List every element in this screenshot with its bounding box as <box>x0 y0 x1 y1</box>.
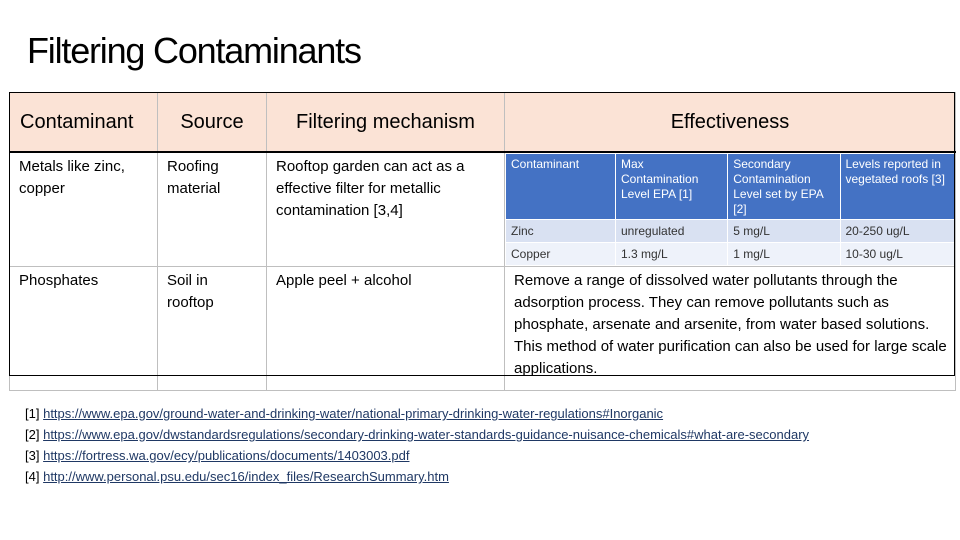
reference-item <box>25 424 925 445</box>
table-row <box>10 152 956 267</box>
reference-link-3[interactable]: https://fortress.wa.gov/ecy/publications/documents/1403003.pdf <box>43 448 410 463</box>
header-contaminant: Contaminant <box>10 93 158 153</box>
epa-table-header-row <box>506 154 955 220</box>
epa-cell: unregulated <box>616 220 728 243</box>
epa-header-vegetated-roofs: Levels reported in vegetated roofs [3] <box>840 154 955 220</box>
reference-item <box>25 466 925 487</box>
cell-effectiveness <box>505 152 956 267</box>
reference-link-2[interactable]: https://www.epa.gov/dwstandardsregulations/secondary-drinking-water-standards-guidance-nuisance-chemicals#what-are-secondary <box>43 427 810 442</box>
reference-item <box>25 403 925 424</box>
epa-header-contaminant: Contaminant <box>506 154 616 220</box>
table-row <box>10 267 956 391</box>
contaminants-table <box>9 92 956 391</box>
epa-levels-table <box>505 153 955 266</box>
epa-cell: 10-30 ug/L <box>840 243 955 266</box>
reference-number: [2] <box>25 427 40 442</box>
epa-cell: 1 mg/L <box>728 243 840 266</box>
epa-header-max-level: Max Contamination Level EPA [1] <box>616 154 728 220</box>
reference-number: [1] <box>25 406 40 421</box>
epa-cell: Copper <box>506 243 616 266</box>
header-filtering-mechanism: Filtering mechanism <box>267 93 505 153</box>
cell-mechanism: Apple peel + alcohol <box>267 267 505 391</box>
reference-item <box>25 445 925 466</box>
header-source: Source <box>158 93 267 153</box>
reference-number: [3] <box>25 448 40 463</box>
table-header-row <box>10 93 956 153</box>
epa-cell: 1.3 mg/L <box>616 243 728 266</box>
cell-source: Soil in rooftop <box>158 267 267 391</box>
reference-link-1[interactable]: https://www.epa.gov/ground-water-and-drinking-water/national-primary-drinking-water-regulations#Inorganic <box>43 406 664 421</box>
table-row <box>506 220 955 243</box>
references-list <box>25 403 925 487</box>
cell-effectiveness: Remove a range of dissolved water pollutants through the adsorption process. They can remove pollutants such as phosphate, arsenate and arsenite, from water based solutions. This method of water purification can also be used for large scale applications. <box>505 267 956 391</box>
cell-source: Roofing material <box>158 152 267 267</box>
epa-cell: 5 mg/L <box>728 220 840 243</box>
cell-contaminant: Metals like zinc, copper <box>10 152 158 267</box>
slide-title: Filtering Contaminants <box>27 30 361 71</box>
epa-cell: 20-250 ug/L <box>840 220 955 243</box>
epa-header-secondary-level: Secondary Contamination Level set by EPA [2] <box>728 154 840 220</box>
header-effectiveness: Effectiveness <box>505 93 956 153</box>
cell-contaminant: Phosphates <box>10 267 158 391</box>
reference-link-4[interactable]: http://www.personal.psu.edu/sec16/index_files/ResearchSummary.htm <box>43 469 449 484</box>
table-row <box>506 243 955 266</box>
cell-mechanism: Rooftop garden can act as a effective filter for metallic contamination [3,4] <box>267 152 505 267</box>
reference-number: [4] <box>25 469 40 484</box>
epa-cell: Zinc <box>506 220 616 243</box>
